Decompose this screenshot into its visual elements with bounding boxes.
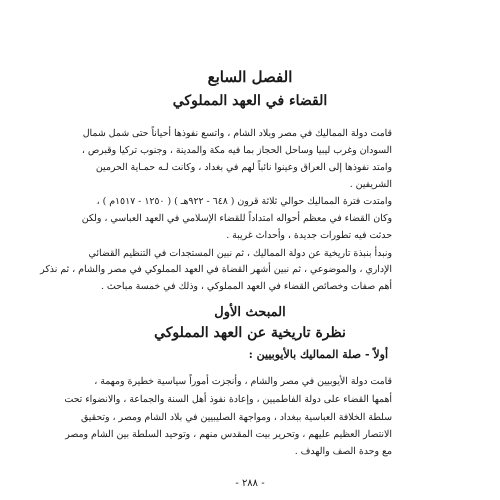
paragraph-3-line-1: ونبدأ بنبذة تاريخية عن دولة المماليك ، ثم نبين المستجدات في التنظيم القضائي: [88, 248, 392, 259]
paragraph-3-line-2: الإداري ، والموضوعي ، ثم نبين أشهر القضاة في العهد المملوكي في مصر والشام ، ثم نذكر: [40, 264, 392, 275]
paragraph-1-line-1: قامت دولة المماليك في مصر وبلاد الشام ، واتسع نفوذها أحياناً حتى شمل شمال: [82, 128, 392, 139]
point-paragraph-line-4: الانتصار العظيم عليهم ، وتحرير بيت المقدس منهم ، وتوحيد السلطة بين الشام ومصر: [65, 429, 392, 440]
point-paragraph-line-3: سلطة الخلافة العباسية ببغداد ، ومواجهة الصليبيين في بلاد الشام ومصر ، وتحقيق: [80, 412, 392, 423]
chapter-title: الفصل السابع: [207, 68, 293, 86]
point-paragraph-line-1: قامت دولة الأيوبيين في مصر والشام ، وأنجزت أموراً سياسية خطيرة ومهمة ،: [94, 376, 392, 387]
section-title: القضاء في العهد المملوكي: [172, 93, 328, 109]
subsection-label: المبحث الأول: [214, 305, 286, 320]
subsection-title: نظرة تاريخية عن العهد المملوكي: [154, 325, 346, 341]
paragraph-1-line-4: الشريفين .: [349, 179, 392, 190]
paragraph-1-line-2: السودان وغرب ليبيا وساحل الحجاز بما فيه مكة والمدينة ، وجنوب تركيا وقبرص ،: [81, 145, 392, 156]
paragraph-1-line-3: وامتد نفوذها إلى العراق وعينوا نائباً لهم في بغداد ، وكانت لـه حمـاية الحرمين: [95, 162, 392, 173]
paragraph-3-line-3: أهم صفات وخصائص القضاء في العهد المملوكي ، وذلك في خمسة مباحث .: [100, 281, 392, 292]
paragraph-2-line-1: وامتدت فترة المماليك حوالي ثلاثة قرون ( ٦٤٨ - ٩٢٢هـ ) ( ١٢٥٠ - ١٥١٧م ) ،: [96, 196, 392, 207]
point-paragraph-line-2: أهمها القضاء على دولة الفاطميين ، وإعادة نفوذ أهل السنة والجماعة ، والانضواء تحت: [64, 394, 392, 405]
paragraph-2-line-2: وكان القضاء في معظم أحواله امتداداً للقضاء الإسلامي في العهد العباسي ، ولكن: [81, 213, 392, 224]
point-paragraph-line-5: مع وحدة الصف والهدف .: [294, 446, 392, 457]
point-heading: أولاً - صلة المماليك بالأيوبيين :: [248, 348, 388, 361]
paragraph-2-line-3: حدثت فيه تطورات جديدة ، وأحداث غريبة .: [226, 230, 392, 241]
page-number: - ٢٨٨ -: [235, 478, 265, 489]
